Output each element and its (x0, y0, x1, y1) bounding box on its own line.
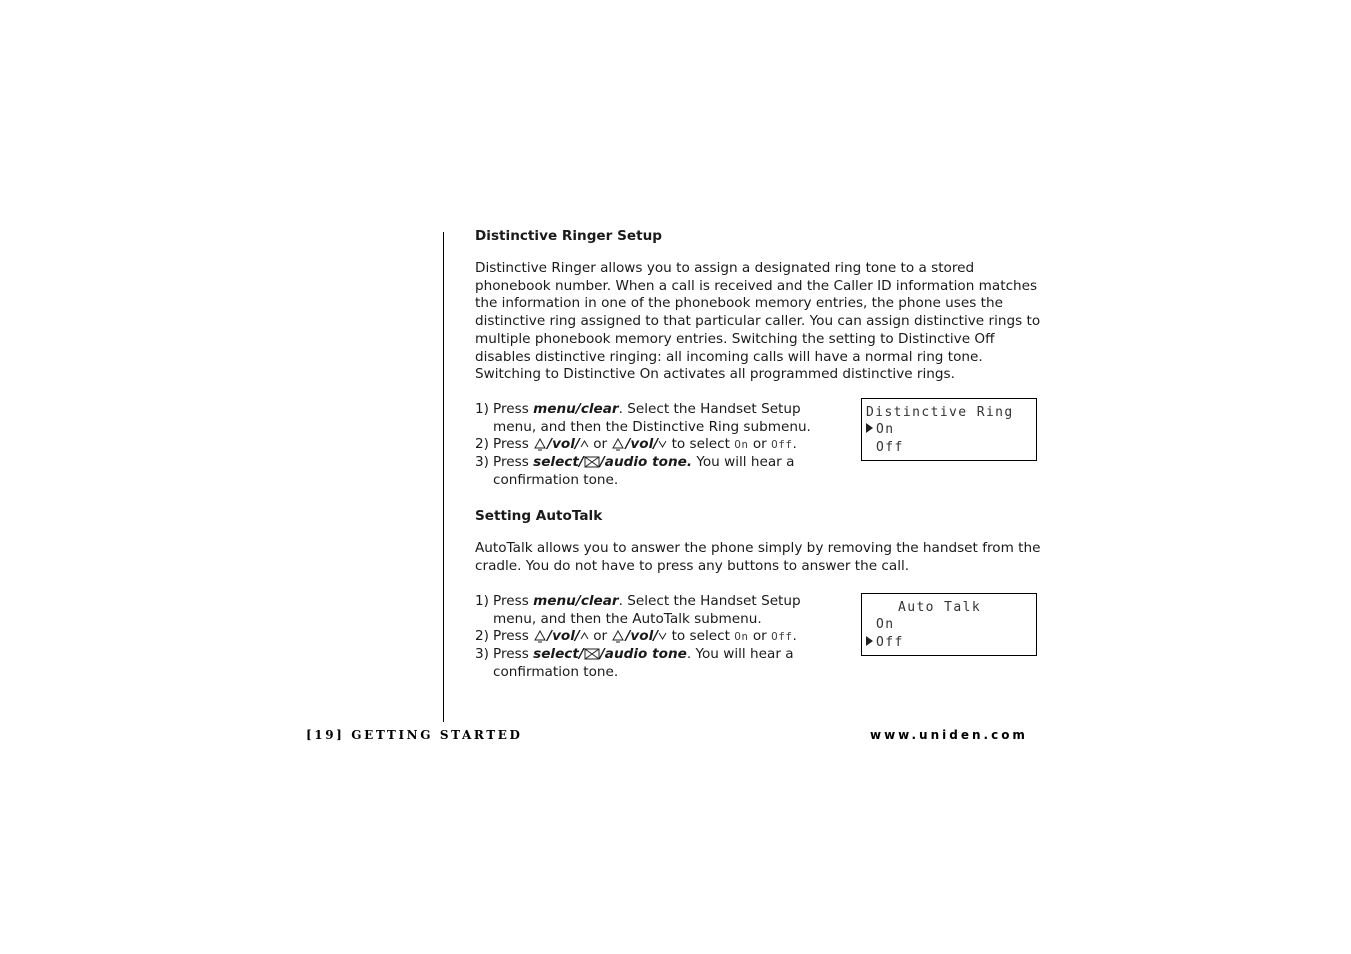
step-1: 1) Press menu/clear. Select the Handset Setup menu, and then the Distinctive Ring submenu. (475, 400, 811, 435)
ringer-bell-icon (611, 630, 625, 643)
step-1: 1) Press menu/clear. Select the Handset Setup menu, and then the AutoTalk submenu. (475, 592, 801, 627)
menu-clear-key: menu/clear (533, 400, 619, 417)
lcd-display-distinctive-ring: Distinctive Ring On Off (861, 398, 1037, 461)
step-2: 2) Press /vol/ or /vol/ to select On or Off. (475, 436, 797, 453)
section-body-distinctive-ringer: Distinctive Ringer allows you to assign a designated ring tone to a stored phonebook number. When a call is received and the Caller ID information matches the information in one of the phonebook memory entries, the phone uses the distinctive ring assigned to that particular caller. You can assign distinctive rings to multiple phonebook memory entries. Switching the setting to Distinctive Off disables distinctive ringing: all incoming calls will have a normal ring tone. Switching to Distinctive On activates all programmed distinctive rings. (475, 260, 1041, 383)
footer-website: www.uniden.com (870, 728, 1028, 742)
selection-arrow-icon (866, 636, 873, 646)
ringer-bell-icon (611, 438, 625, 451)
footer-page-label: [19] GETTING STARTED (306, 728, 523, 742)
margin-rule (443, 232, 444, 722)
ringer-bell-icon (533, 438, 547, 451)
steps-distinctive-ringer (475, 401, 1045, 490)
lcd-on-text: On (734, 630, 749, 644)
up-arrow-icon (580, 440, 589, 448)
step-2: 2) Press /vol/ or /vol/ to select On or Off. (475, 628, 797, 645)
lcd-display-autotalk: Auto Talk On Off (861, 593, 1037, 656)
section-title-autotalk: Setting AutoTalk (475, 508, 603, 525)
envelope-icon (584, 648, 600, 660)
lcd-off-text: Off (771, 438, 793, 452)
down-arrow-icon (658, 632, 667, 640)
step-3: 3) Press select/ /audio tone. You will hear a confirmation tone. (475, 454, 795, 488)
up-arrow-icon (580, 632, 589, 640)
menu-clear-key: menu/clear (533, 592, 619, 609)
lcd-off-text: Off (771, 630, 793, 644)
selection-arrow-icon (866, 423, 873, 433)
section-title-distinctive-ringer: Distinctive Ringer Setup (475, 228, 663, 244)
ringer-bell-icon (533, 630, 547, 643)
envelope-icon (584, 456, 600, 468)
steps-autotalk (475, 593, 1045, 682)
lcd-on-text: On (734, 438, 749, 452)
page-content (475, 226, 1045, 681)
down-arrow-icon (658, 440, 667, 448)
step-3: 3) Press select/ /audio tone. You will hear a confirmation tone. (475, 645, 794, 680)
section-body-autotalk: AutoTalk allows you to answer the phone simply by removing the handset from the cradle. You do not have to press any buttons to answer the call. (475, 540, 1041, 575)
